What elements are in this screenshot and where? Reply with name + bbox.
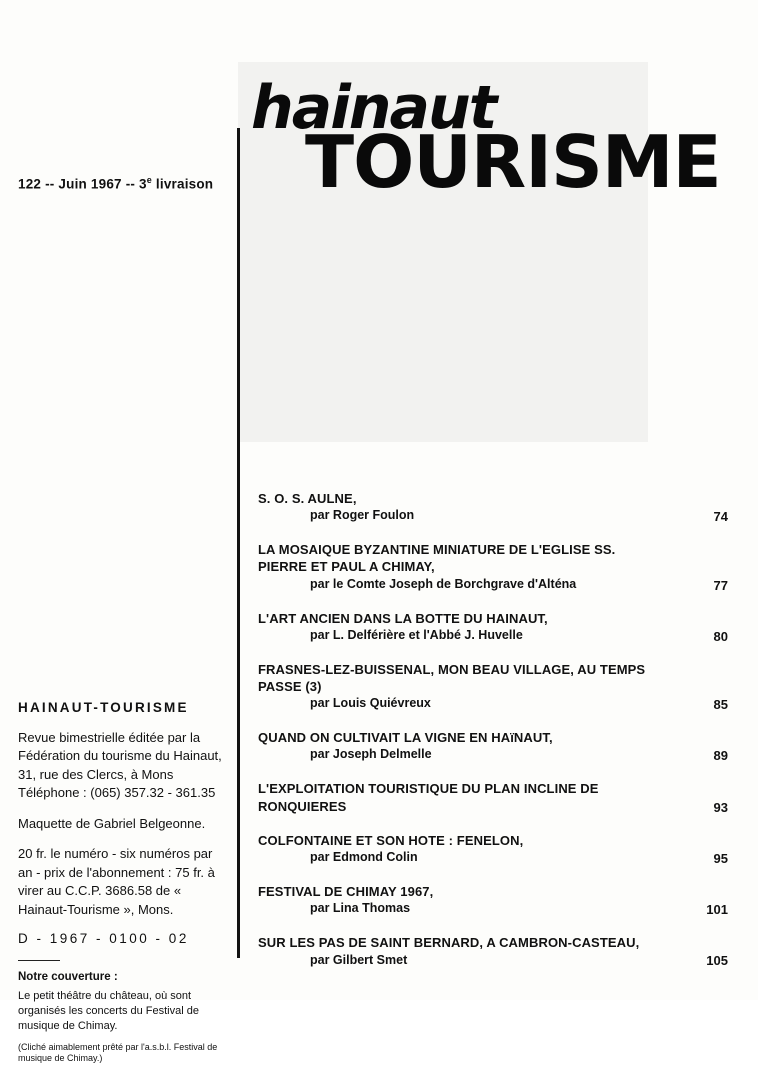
issue-ordinal-suffix: e [146,175,152,185]
toc-entry-title: L'EXPLOITATION TOURISTIQUE DU PLAN INCLINE DE RONQUIERES [258,781,599,814]
toc-entry [258,780,728,815]
toc-entry [258,832,728,866]
toc-entry-page: 74 [713,509,728,525]
masthead [243,73,721,204]
colophon-paragraph-3: 20 fr. le numéro - six numéros par an - prix de l'abonnement : 75 fr. à virer au C.C.P. 3686.58 de « Hainaut-Tourisme », Mons. [18,846,215,917]
toc-entry-title: SUR LES PAS DE SAINT BERNARD, A CAMBRON-CASTEAU, [258,935,640,951]
toc-entry-title: FRASNES-LEZ-BUISSENAL, MON BEAU VILLAGE, AU TEMPS PASSE (3) [258,661,646,695]
toc-entry-page: 105 [706,953,728,969]
toc-entry-page: 93 [713,799,728,815]
toc-entry [258,729,728,763]
toc-entry [258,661,728,712]
toc-entry-title: QUAND ON CULTIVAIT LA VIGNE EN HAïNAUT, [258,730,553,746]
toc-entry-author: par Gilbert Smet [310,952,408,967]
toc-entry-author: par Joseph Delmelle [310,747,432,762]
toc-entry-author: par Louis Quiévreux [310,696,431,711]
toc-entry-page: 77 [713,577,728,593]
cover-note-credit: (Cliché aimablement prêté par l'a.s.b.l. Festival de musique de Chimay.) [18,1041,218,1064]
vertical-divider [237,128,240,958]
colophon-title: HAINAUT-TOURISME [18,700,189,715]
toc-entry-page: 85 [713,697,728,713]
colophon-deposit-code: D - 1967 - 0100 - 02 [18,931,189,947]
toc-entry-title: LA MOSAIQUE BYZANTINE MINIATURE DE L'EGLISE SS. PIERRE ET PAUL A CHIMAY, [258,542,616,575]
toc-entry-author: par Lina Thomas [310,901,411,916]
toc-entry [258,541,728,592]
colophon-paragraph-1: Revue bimestrielle éditée par la Fédération du tourisme du Hainaut, 31, rue des Clercs, à Mons Téléphone : (065) 357.32 - 361.35 [18,730,222,801]
colophon-block [18,700,223,1065]
masthead-title-tourisme: TOURISME [305,120,721,204]
toc-entry [258,490,728,524]
toc-entry-page: 101 [706,902,728,918]
table-of-contents [258,490,728,985]
toc-entry-author: par Edmond Colin [310,850,418,865]
colophon-paragraph-2: Maquette de Gabriel Belgeonne. [18,815,206,831]
masthead-title-hainaut: hainaut [251,73,496,143]
colophon-divider [18,960,60,961]
cover-note-title: Notre couverture : [18,971,118,984]
toc-entry-page: 80 [713,628,728,644]
toc-entry-author: par le Comte Joseph de Borchgrave d'Alténa [310,576,577,591]
toc-entry-title: S. O. S. AULNE, [258,491,357,506]
toc-entry [258,610,728,644]
toc-entry-title: COLFONTAINE ET SON HOTE : FENELON, [258,832,524,848]
issue-line: 122 -- Juin 1967 -- 3e livraison [18,175,214,192]
toc-entry [258,934,728,968]
toc-entry-title: FESTIVAL DE CHIMAY 1967, [258,884,434,900]
toc-entry-author: par L. Delférière et l'Abbé J. Huvelle [310,627,523,642]
toc-entry-page: 95 [713,851,728,867]
toc-entry-title: L'ART ANCIEN DANS LA BOTTE DU HAINAUT, [258,610,548,626]
cover-note-text: Le petit théâtre du château, où sont organisés les concerts du Festival de musique de Chimay. [18,990,199,1032]
issue-line-text: 122 -- Juin 1967 -- 3 [18,176,147,192]
toc-entry [258,883,728,917]
toc-entry-author: par Roger Foulon [310,508,415,523]
toc-entry-page: 89 [713,748,728,764]
